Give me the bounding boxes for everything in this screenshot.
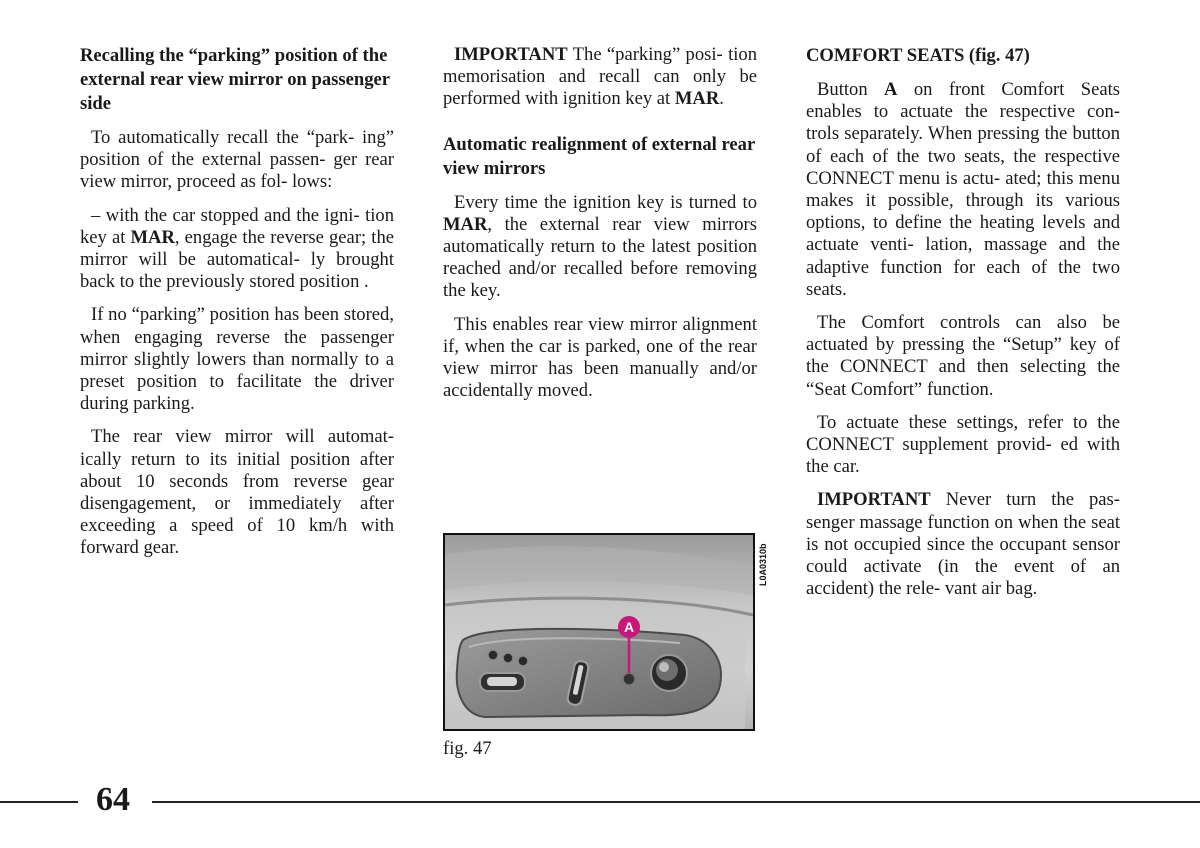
section-heading-automatic-realignment: Automatic realignment of external rear view mirrors <box>443 133 755 179</box>
important-note: IMPORTANT Never turn the pas- senger massage function on when the seat is not occupied since the occupant sensor could activate (in the event of an accident) the rele- vant air bag. <box>806 489 1120 600</box>
seat-controls-photo <box>443 533 755 731</box>
paragraph: Every time the ignition key is turned to MAR, the external rear view mirrors automatically return to the latest position reached and/or recalled before removing the key. <box>443 191 757 302</box>
paragraph: To automatically recall the “park- ing” position of the external passen- ger rear view mirror, proceed as fol- lows: <box>80 127 394 193</box>
figure-code: L0A0310b <box>758 543 768 587</box>
paragraph: – with the car stopped and the igni- tion key at MAR, engage the reverse gear; the mirror will be automatical- ly brought back to the previously stored position . <box>80 204 394 293</box>
seat-controls-illustration <box>445 535 753 729</box>
column-left <box>80 44 394 571</box>
footer-rule-left <box>0 801 78 803</box>
section-heading-comfort-seats: COMFORT SEATS (fig. 47) <box>806 45 1030 66</box>
important-note: IMPORTANT The “parking” posi- tion memorisation and recall can only be performed with ignition key at MAR. <box>443 44 757 110</box>
paragraph: To actuate these settings, refer to the CONNECT supplement provid- ed with the car. <box>806 411 1120 478</box>
paragraph: The rear view mirror will automat- ically return to its initial position after about 10 seconds from reverse gear disengagement, or immediately after exceeding a speed of 10 km/h with forward gear. <box>80 426 394 559</box>
figure-47 <box>443 533 773 733</box>
footer-rule-right <box>152 801 1200 803</box>
column-right <box>806 44 1120 611</box>
section-heading-parking-recall: Recalling the “parking” position of the external rear view mirror on passenger side <box>80 45 390 114</box>
paragraph: The Comfort controls can also be actuated by pressing the “Setup” key of the CONNECT and then selecting the “Seat Comfort” function. <box>806 312 1120 400</box>
page-number: 64 <box>96 781 130 818</box>
figure-caption: fig. 47 <box>443 738 492 759</box>
paragraph: Button A on front Comfort Seats enables to actuate the respective con- trols separately. When pressing the button of each of the two seats, the respective CONNECT menu is actu- ated; this menu makes it possible, through its various options, to define the heating levels and actuate venti- lation, massage and the adaptive function for each of the two seats. <box>806 79 1120 300</box>
paragraph: If no “parking” position has been stored, when engaging reverse the passenger mirror slightly lowers than normally to a preset position to facilitate the driver during parking. <box>80 304 394 415</box>
column-middle <box>443 44 757 413</box>
paragraph: This enables rear view mirror alignment if, when the car is parked, one of the rear view mirror has been manually and/or accidentally moved. <box>443 313 757 402</box>
callout-label-a: A <box>623 619 635 635</box>
